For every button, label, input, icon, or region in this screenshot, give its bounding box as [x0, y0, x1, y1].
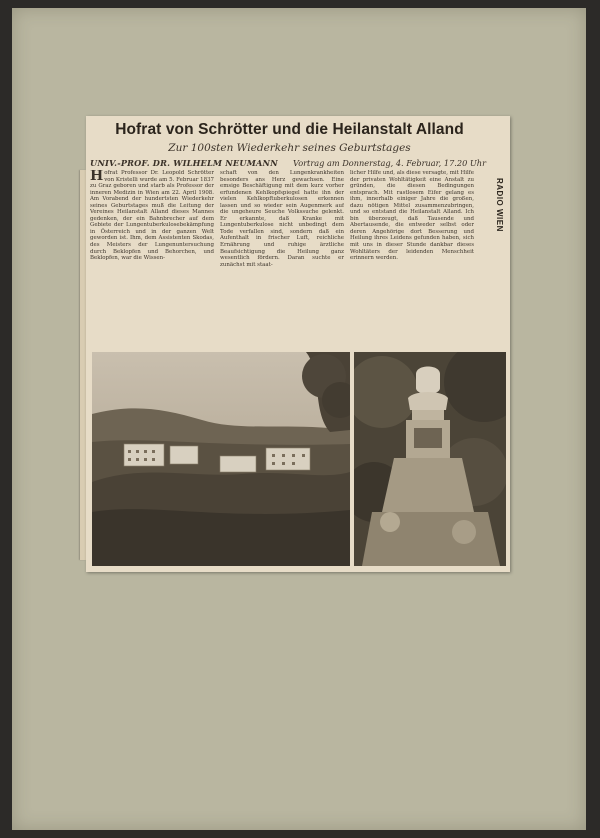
article-author: UNIV.-PROF. DR. WILHELM NEUMANN [90, 158, 278, 168]
article-column-3: licher Hilfe und, als diese versagte, mit Hilfe der privaten Wohltätigkeit eine Anstalt zu gründen, die diesen Bedingungen entsprach. Mit rastlosem Eifer gelang es ihm, innerhalb einiger Jahre die großen, dazu nötigen Mittel zusammenzubringen, und so entstand die Heilanstalt Alland. Ich bin überzeugt, daß Tausende und Abertausende, die entweder selbst oder deren Angehörige dort Besserung und Heilung ihres Leidens gefunden haben, sich mit uns in dieser Stunde dankbar dieses Wohltäters der leidenden Menschheit erinnern werden. [350, 170, 474, 262]
article-column-2: schaft von den Lungenkrankheiten besonders ans Herz gewachsen. Eine emsige Beschäftigung mit dem kurz vorher erfundenen Kehlkopfspiegel hatte ihn der vielen Kehlkopftuberkulosen erkennen lassen und so wieder sein Augenmerk auf die ungeheure Seuche Volkssuche gelenkt. Er erkannte, daß Kranke mit Lungentuberkulose nicht unbedingt dem Tode verfallen sind, sondern daß ein Aufenthalt in frischer Luft, reichliche Ernährung und ruhige ärztliche Beaufsichtigung die Heilung ganz wesentlich fördern. Daran suchte er zunächst mit staat- [220, 170, 344, 268]
radio-wien-label: RADIO WIEN [495, 178, 504, 232]
newspaper-clipping [86, 116, 510, 572]
article-column-1 [90, 170, 214, 344]
column-1-text: ofrat Professor Dr. Leopold Schrötter von Kristelli wurde am 5. Februar 1837 zu Graz geboren und starb als Professor der inneren Medizin in Wien am 22. April 1908. Am Vorabend der hundertsten Wiederkehr seines Geburtstages muß die Leitung der Vereines Heilanstalt Alland dieses Mannes gedenken, der ein Bahnbrecher auf dem Gebiete der Lungentuberkulosebekämpfung in Österreich und in der ganzen Welt geworden ist. Ihm, dem Assistenten Skodas, des Meisters der Lungenuntersuchung durch Beklopfen und Behorchen, und Beklopfen, war die Wissen- [90, 170, 214, 262]
photo-monument [354, 352, 506, 566]
monument-picture [354, 352, 506, 566]
photo-sanatorium [92, 352, 350, 566]
lecture-time: Vortrag am Donnerstag, 4. Februar, 17.20 Uhr [293, 158, 486, 168]
article-headline: Hofrat von Schrötter und die Heilanstalt Alland [115, 121, 464, 138]
sanatorium-picture [92, 352, 350, 566]
article-subheadline: Zur 100sten Wiederkehr seines Geburtstages [168, 142, 411, 154]
drop-cap: H [90, 170, 104, 184]
